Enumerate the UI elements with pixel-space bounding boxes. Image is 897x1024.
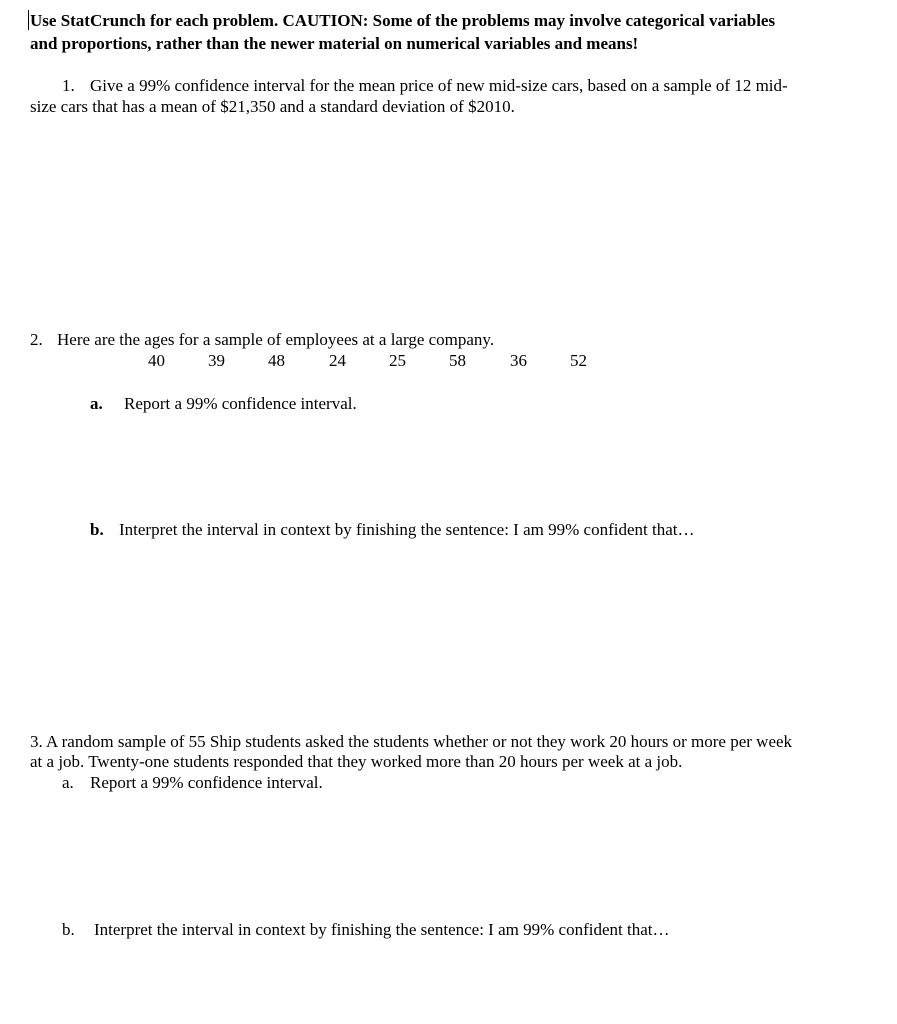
age-value: 52	[570, 351, 587, 370]
age-value: 36	[510, 351, 527, 370]
problem-2a-label: a.	[90, 394, 103, 413]
problem-2-intro: Here are the ages for a sample of employees at a large company.	[57, 330, 495, 349]
age-value: 25	[389, 351, 406, 370]
problem-2a-text: Report a 99% confidence interval.	[124, 394, 357, 413]
problem-3a-label: a.	[62, 773, 74, 792]
problem-3b-text: Interpret the interval in context by finishing the sentence: I am 99% confident that…	[94, 920, 670, 939]
text-cursor	[28, 10, 29, 30]
age-value: 48	[268, 351, 285, 370]
problem-3a-text: Report a 99% confidence interval.	[90, 773, 323, 792]
problem-3-line-2: at a job. Twenty-one students responded that they worked more than 20 hours per week at a job.	[30, 752, 683, 771]
problem-3b-label: b.	[62, 920, 75, 939]
problem-1-line-1: Give a 99% confidence interval for the mean price of new mid-size cars, based on a sample of 12 mid-	[90, 76, 788, 95]
problem-2b-text: Interpret the interval in context by finishing the sentence: I am 99% confident that…	[119, 520, 695, 539]
instructions-line-1: Use StatCrunch for each problem. CAUTION: Some of the problems may involve categorical variables	[30, 11, 776, 30]
age-value: 58	[449, 351, 466, 370]
problem-2b-label: b.	[90, 520, 104, 539]
problem-2-number: 2.	[30, 330, 43, 349]
problem-1-number: 1.	[62, 76, 75, 95]
age-value: 40	[148, 351, 165, 370]
age-value: 39	[208, 351, 225, 370]
age-value: 24	[329, 351, 346, 370]
problem-1-line-2: size cars that has a mean of $21,350 and a standard deviation of $2010.	[30, 97, 515, 116]
problem-3-line-1: 3. A random sample of 55 Ship students asked the students whether or not they work 20 hours or more per week	[30, 732, 793, 751]
instructions-line-2: and proportions, rather than the newer material on numerical variables and means!	[30, 34, 639, 53]
